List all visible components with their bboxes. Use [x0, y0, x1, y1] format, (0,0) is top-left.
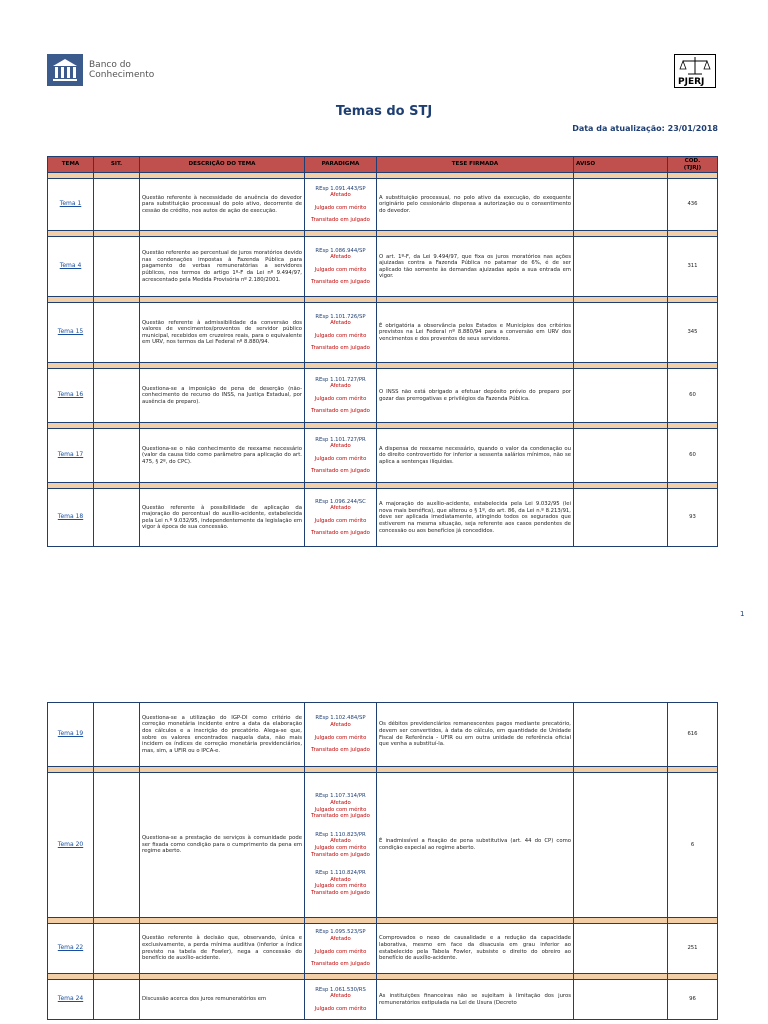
sit-cell	[94, 369, 140, 423]
sit-cell	[94, 703, 140, 767]
logo-line-2: Conhecimento	[89, 70, 155, 80]
paradigma-line: Julgado com mérito	[314, 332, 367, 339]
tema-cell	[48, 429, 94, 483]
table-row	[48, 429, 718, 483]
sit-cell	[94, 924, 140, 974]
tema-cell	[48, 489, 94, 547]
sit-cell	[94, 489, 140, 547]
paradigma-line: Transitado em julgado	[311, 889, 370, 896]
table-row	[48, 179, 718, 231]
col-tema: TEMA	[48, 157, 94, 173]
paradigma-line: Afetado	[330, 192, 351, 199]
paradigma-cell	[305, 980, 377, 1020]
sit-cell	[94, 179, 140, 231]
descricao-cell: Questão referente à admissibilidade da conversão dos valores de vencimentos/proventos de servidor público municipal, recebidos em cruzeiros reais, para o equivalente em URV, nos termos da Lei Federal nº 8.880/94.	[140, 303, 305, 363]
tema-cell	[48, 369, 94, 423]
tema-link[interactable]: Tema 4	[59, 262, 82, 270]
paradigma-line: Transitado em julgado	[311, 813, 370, 820]
tema-cell	[48, 773, 94, 918]
paradigma-line: Afetado	[330, 721, 351, 728]
aviso-cell	[574, 489, 668, 547]
paradigma-line: Julgado com mérito	[314, 395, 367, 402]
tema-link[interactable]: Tema 16	[57, 391, 84, 399]
paradigma-line: Transitado em julgado	[311, 961, 370, 968]
cod-cell: 60	[668, 429, 718, 483]
tema-link[interactable]: Tema 15	[57, 328, 84, 336]
paradigma-line: Afetado	[330, 876, 351, 883]
paradigma-cell	[305, 429, 377, 483]
paradigma-line: REsp 1.101.727/PR	[315, 376, 366, 383]
temas-table-page-1	[47, 156, 718, 547]
tese-cell: Comprovados o nexo de causalidade e a redução da capacidade laborativa, mesmo em face da disacusia em grau inferior ao estabelecido pela Tabela Fowler, subsiste o direito do obreiro ao benefício de auxílio-acidente.	[377, 924, 574, 974]
paradigma-line: Julgado com mérito	[314, 948, 367, 955]
paradigma-line: Transitado em julgado	[311, 468, 370, 475]
cod-cell: 311	[668, 237, 718, 297]
temas-table-page-2	[47, 702, 718, 1020]
tema-link[interactable]: Tema 22	[57, 944, 84, 952]
table-row	[48, 369, 718, 423]
descricao-cell: Questiona-se a utilização do IGP-DI como critério de correção monetária incidente entre a data da elaboração dos cálculos e a inscrição do precatório. Alega-se que, sobre os valores encontrados naquela data, não mais incidem os índices de correção monetária previdenciários, mas, sim, a UFIR ou o IPCA-e.	[140, 703, 305, 767]
aviso-cell	[574, 773, 668, 918]
paradigma-cell	[305, 369, 377, 423]
tema-link[interactable]: Tema 19	[57, 730, 84, 738]
aviso-cell	[574, 369, 668, 423]
pjerj-logo	[674, 54, 716, 92]
sit-cell	[94, 303, 140, 363]
paradigma-line: Julgado com mérito	[314, 517, 367, 524]
table-row	[48, 924, 718, 974]
paradigma-cell	[305, 179, 377, 231]
sit-cell	[94, 980, 140, 1020]
paradigma-line: REsp 1.091.443/SP	[315, 185, 366, 192]
aviso-cell	[574, 237, 668, 297]
col-cod	[668, 157, 718, 173]
paradigma-line: Afetado	[330, 505, 351, 512]
paradigma-line: Transitado em julgado	[311, 851, 370, 858]
paradigma-line: REsp 1.095.523/SP	[315, 929, 366, 936]
paradigma-line: Julgado com mérito	[314, 266, 367, 273]
tese-cell: A dispensa de reexame necessário, quando o valor da condenação ou do direito controvertido for inferior a sessenta salários mínimos, não se aplica a sentenças ilíquidas.	[377, 429, 574, 483]
tema-cell	[48, 303, 94, 363]
paradigma-line: Transitado em julgado	[311, 217, 370, 224]
sit-cell	[94, 773, 140, 918]
paradigma-line: Julgado com mérito	[314, 204, 367, 211]
paradigma-line: REsp 1.086.944/SP	[315, 247, 366, 254]
tese-cell: A majoração do auxílio-acidente, estabelecida pela Lei 9.032/95 (lei nova mais benéfica), que alterou o § 1º, do art. 86, da Lei n.º 8.213/91, deve ser aplicada imediatamente, atingindo todos os segurados que estiverem na mesma situação, seja referente aos casos pendentes de concessão ou aos benefícios já concedidos.	[377, 489, 574, 547]
tema-cell	[48, 703, 94, 767]
aviso-cell	[574, 980, 668, 1020]
col-paradigma: PARADIGMA	[305, 157, 377, 173]
paradigma-cell	[305, 237, 377, 297]
cod-cell: 616	[668, 703, 718, 767]
cod-cell: 436	[668, 179, 718, 231]
col-cod-line1: COD.	[684, 158, 701, 164]
table-row	[48, 303, 718, 363]
paradigma-line: REsp 1.061.530/RS	[315, 986, 366, 993]
logo-text	[89, 60, 154, 80]
paradigma-line: Transitado em julgado	[311, 747, 370, 754]
paradigma-line: Julgado com mérito	[314, 1005, 367, 1012]
tema-cell	[48, 980, 94, 1020]
table-row	[48, 489, 718, 547]
descricao-cell: Questiona-se a imposição de pena de deserção (não-conhecimento de recurso do INSS, na Justiça Estadual, por ausência de preparo).	[140, 369, 305, 423]
paradigma-line: REsp 1.096.244/SC	[315, 498, 366, 505]
paradigma-line: REsp 1.107.314/PR	[315, 793, 366, 800]
cod-cell: 251	[668, 924, 718, 974]
paradigma-line: Afetado	[330, 838, 351, 845]
tema-link[interactable]: Tema 24	[57, 995, 84, 1003]
descricao-cell: Questão referente à possibilidade de aplicação da majoração do percentual do auxílio-acidente, estabelecida pela Lei n.º 9.032/95, independentemente da legislação em vigor à época de sua concessão.	[140, 489, 305, 547]
col-descricao: DESCRIÇÃO DO TEMA	[140, 157, 305, 173]
tema-cell	[48, 179, 94, 231]
paradigma-cell	[305, 703, 377, 767]
paradigma-line: Julgado com mérito	[314, 845, 367, 851]
table-row	[48, 703, 718, 767]
paradigma-line: REsp 1.101.726/SP	[315, 313, 366, 320]
tema-link[interactable]: Tema 1	[59, 200, 82, 208]
tese-cell: Os débitos previdenciários remanescentes pagos mediante precatório, devem ser convertidos, à data do cálculo, em quantidade de Unidade Fiscal de Referência - UFIR ou em outra unidade de referência oficial que venha a substituí-la.	[377, 703, 574, 767]
tese-cell: O art. 1º-F, da Lei 9.494/97, que fixa os juros moratórios nas ações ajuizadas contra a Fazenda Pública no patamar de 6%, é de ser aplicado tão somente às demandas ajuizadas após a sua entrada em vigor.	[377, 237, 574, 297]
tema-link[interactable]: Tema 20	[57, 840, 84, 848]
banco-conhecimento-logo	[47, 54, 154, 86]
tese-cell: O INSS não está obrigado a efetuar depósito prévio do preparo por gozar das prerrogativas e privilégios da Fazenda Pública.	[377, 369, 574, 423]
paradigma-line: Afetado	[330, 383, 351, 390]
paradigma-cell	[305, 924, 377, 974]
logo-line-1: Banco do	[89, 60, 131, 70]
cod-cell: 93	[668, 489, 718, 547]
table-row	[48, 237, 718, 297]
paradigma-cell	[305, 303, 377, 363]
paradigma-cell	[305, 773, 377, 918]
cod-cell: 345	[668, 303, 718, 363]
aviso-cell	[574, 703, 668, 767]
paradigma-line: Afetado	[330, 935, 351, 942]
paradigma-line: Julgado com mérito	[314, 883, 367, 890]
aviso-cell	[574, 924, 668, 974]
cod-cell: 60	[668, 369, 718, 423]
bank-building-icon	[47, 54, 83, 86]
paradigma-line: Afetado	[330, 800, 351, 807]
tese-cell: É inadmissível a fixação de pena substitutiva (art. 44 do CP) como condição especial ao regime aberto.	[377, 773, 574, 918]
paradigma-line: Afetado	[330, 254, 351, 261]
col-sit: SIT.	[94, 157, 140, 173]
paradigma-line: Transitado em julgado	[311, 408, 370, 415]
paradigma-line: REsp 1.102.484/SP	[315, 715, 366, 722]
tema-cell	[48, 924, 94, 974]
paradigma-line: Julgado com mérito	[314, 734, 367, 741]
table-row	[48, 773, 718, 918]
sit-cell	[94, 429, 140, 483]
col-tese: TESE FIRMADA	[377, 157, 574, 173]
paradigma-line: Transitado em julgado	[311, 345, 370, 352]
update-date: Data da atualização: 23/01/2018	[572, 124, 718, 133]
page-title: Temas do STJ	[335, 104, 433, 119]
descricao-cell: Questão referente ao percentual de juros moratórios devido nas condenações impostas à Fazenda Pública para pagamento de verbas remuneratórias a servidores públicos, nos termos do artigo 1º-F da Lei nº 9.494/97, acrescentado pela Medida Provisória nº 2.180/2001.	[140, 237, 305, 297]
tese-cell: É obrigatória a observância pelos Estados e Municípios dos critérios previstos na Lei Federal nº 8.880/94 para a conversão em URV dos vencimentos e dos proventos de seus servidores.	[377, 303, 574, 363]
tese-cell: A substituição processual, no polo ativo da execução, do exequente originário pelo cessionário dispensa a autorização ou o consentimento do devedor.	[377, 179, 574, 231]
descricao-cell: Questão referente à decisão que, observando, única e exclusivamente, a perda mínima auditiva (inferior a índice previsto na tabela de Fowler), nega a concessão do benefício de auxílio-acidente.	[140, 924, 305, 974]
descricao-cell: Questiona-se a prestação de serviços à comunidade pode ser fixada como condição para o cumprimento da pena em regime aberto.	[140, 773, 305, 918]
tema-link[interactable]: Tema 18	[57, 513, 84, 521]
aviso-cell	[574, 179, 668, 231]
paradigma-line: Afetado	[330, 443, 351, 450]
cod-cell: 6	[668, 773, 718, 918]
descricao-cell: Questão referente à necessidade de anuência do devedor para substituição processual do polo ativo, decorrente de cessão de crédito, nos autos de ação de execução.	[140, 179, 305, 231]
paradigma-line: Julgado com mérito	[314, 455, 367, 462]
table-row	[48, 980, 718, 1020]
tema-cell	[48, 237, 94, 297]
page-number: 1	[740, 610, 745, 618]
paradigma-line: Julgado com mérito	[314, 806, 367, 813]
paradigma-cell	[305, 489, 377, 547]
paradigma-line: REsp 1.101.727/PR	[315, 436, 366, 443]
tema-link[interactable]: Tema 17	[57, 451, 84, 459]
paradigma-line: REsp 1.110.824/PR	[315, 870, 366, 877]
table-header-row	[48, 157, 718, 173]
paradigma-line: Transitado em julgado	[311, 530, 370, 537]
aviso-cell	[574, 429, 668, 483]
cod-cell: 96	[668, 980, 718, 1020]
descricao-cell: Questiona-se o não conhecimento de reexame necessário (valor da causa tido como parâmetro para aplicação do art. 475, § 2º, do CPC).	[140, 429, 305, 483]
tese-cell: As instituições financeiras não se sujeitam à limitação dos juros remuneratórios estipulada na Lei de Usura (Decreto	[377, 980, 574, 1020]
paradigma-line: Transitado em julgado	[311, 279, 370, 286]
col-aviso: AVISO	[574, 157, 668, 173]
aviso-cell	[574, 303, 668, 363]
paradigma-line: Afetado	[330, 993, 351, 1000]
paradigma-line: REsp 1.110.823/PR	[315, 831, 366, 838]
col-cod-line2: (TJRJ)	[683, 164, 702, 171]
sit-cell	[94, 237, 140, 297]
pjerj-label: PJERJ	[678, 77, 705, 87]
descricao-cell: Discussão acerca dos juros remuneratórios em	[140, 980, 305, 1020]
paradigma-line: Afetado	[330, 320, 351, 327]
